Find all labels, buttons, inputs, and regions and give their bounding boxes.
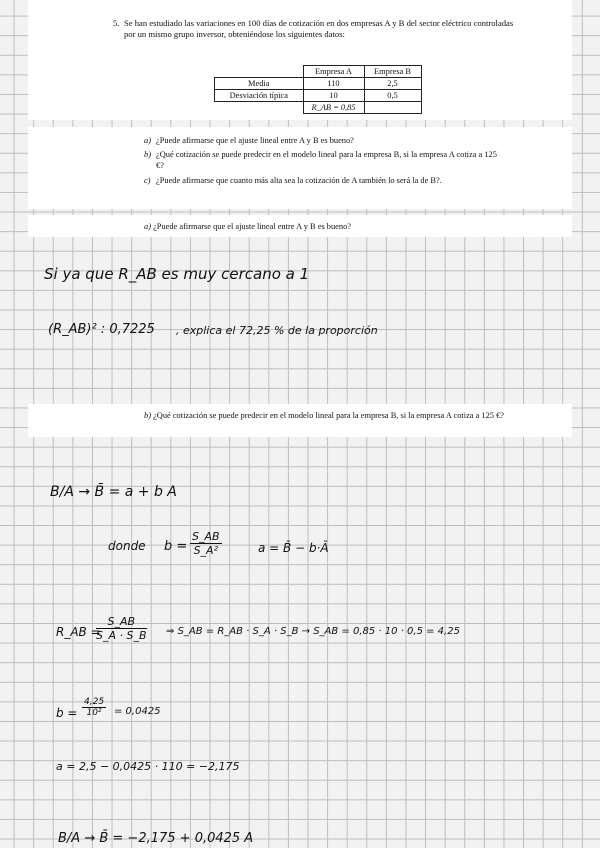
answer-a-line1: Si ya que R_AB es muy cercano a 1 [44,265,310,283]
b-definition-fraction [190,530,222,557]
question-a-repeat [144,221,504,232]
table-cell: Media [215,78,304,90]
fraction-denominator: 10² [86,708,102,718]
question-text: ¿Puede afirmarse que el ajuste lineal entre A y B es bueno? [156,136,354,145]
table-header-cell: Empresa B [364,66,421,78]
table-row [215,78,422,90]
table-cell: 2,5 [364,78,421,90]
table-cell: Desviación típica [215,90,304,102]
question-text: ¿Qué cotización se puede predecir en el modelo lineal para la empresa B, si la empresa A cotiza a 125 €? [156,150,497,171]
question-a [144,135,504,146]
question-b [144,149,504,171]
a-calculation: a = 2,5 − 0,0425 · 110 = −2,175 [56,760,240,773]
table-row [215,102,422,114]
fraction-denominator: S_A · S_B [96,629,147,642]
b-calc-result: = 0,0425 [114,706,161,717]
fraction-numerator: S_AB [192,530,220,543]
fraction-denominator: S_A² [193,544,218,557]
table-cell [364,102,421,114]
donde-label: donde [108,539,146,553]
correlation-cell: R_AB = 0,85 [303,102,364,114]
b-calc-fraction [82,697,106,718]
question-label: a) [144,136,151,145]
table-header-row [215,66,422,78]
table-cell: 0,5 [364,90,421,102]
final-regression: B/A → B̄ = −2,175 + 0,0425 A [58,831,254,846]
question-b-repeat [144,410,504,421]
question-label: b) [144,150,151,160]
b-definition-lhs: b = [164,539,188,554]
table-row [215,90,422,102]
answer-a-line2-left: (R_AB)² : 0,7225 [48,322,155,337]
answer-a-header [28,215,572,237]
question-label: a) [144,222,151,231]
b-calc-lhs: b = [56,706,78,720]
question-c [144,175,504,186]
problem-statement [113,18,514,41]
table-header-cell: Empresa A [303,66,364,78]
a-definition: a = B̄ − b·Ā [258,541,329,555]
table-cell: 110 [303,78,364,90]
table-cell: 10 [303,90,364,102]
problem-card [28,0,572,120]
question-text: ¿Puede afirmarse que el ajuste lineal entre A y B es bueno? [153,222,351,231]
answer-a-line2-right: , explica el 72,25 % de la proporción [176,324,378,337]
regression-line: B/A → B̄ = a + b A [50,484,177,500]
question-list [144,135,504,189]
question-text: ¿Puede afirmarse que cuanto más alta sea la cotización de A también lo será la de B?. [156,175,442,185]
fraction-numerator: S_AB [96,615,147,629]
answer-b-header [28,404,572,437]
problem-text: Se han estudiado las variaciones en 100 días de cotización en dos empresas A y B del sector eléctrico controladas por un mismo grupo inversor, obteniéndose los siguientes datos: [124,18,514,40]
question-label: b) [144,411,151,420]
statistics-table [214,65,422,114]
question-text: ¿Qué cotización se puede predecir en el modelo lineal para la empresa B, si la empresa A cotiza a 125 €? [153,411,504,420]
problem-number: 5. [113,18,120,28]
r-definition-fraction [96,615,147,642]
r-definition-lhs: R_AB = [56,625,101,639]
question-label: c) [144,175,151,185]
table-cell [215,102,304,114]
table-header-cell [215,66,304,78]
fraction-numerator: 4,25 [84,697,105,707]
covariance-calculation: ⇒ S_AB = R_AB · S_A · S_B → S_AB = 0,85 · 10 · 0,5 = 4,25 [166,626,460,637]
questions-card [28,127,572,209]
